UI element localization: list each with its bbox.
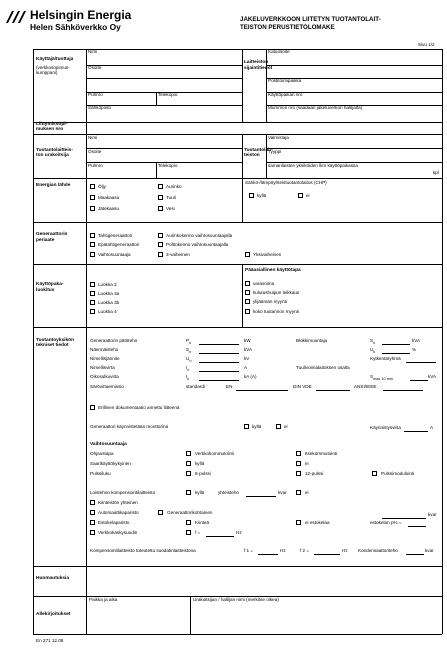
energy-solar-checkbox[interactable] <box>158 184 163 189</box>
gen-fuelcell-label: Polttokenno vaihtosuuntaajalla <box>166 242 229 247</box>
sub-n: n <box>187 367 190 372</box>
symbol-u: U <box>370 347 374 352</box>
form-code: En 271 12.08 <box>36 638 64 643</box>
island-yes-checkbox[interactable] <box>186 461 191 466</box>
gen-inverter-label: Vaihtosuuntaaja <box>98 252 131 257</box>
f1-unit: Hz <box>280 548 286 553</box>
chp-yes-label: kyllä <box>257 193 267 198</box>
gen-sync-label: Tahtigeneraattori <box>98 233 133 238</box>
filter-fixed-label: Kiinteä <box>195 520 210 525</box>
operator-address-field[interactable]: Osoite <box>88 149 102 154</box>
gen-async-checkbox[interactable] <box>90 242 95 247</box>
gen-1phase-label: Yksivaiheinen <box>253 252 282 257</box>
filter-none-label: ei estokelaa <box>305 520 330 525</box>
harmonic-label: Särövirtaemissio <box>90 384 124 389</box>
energy-gas-label: Maakaasu <box>98 195 120 200</box>
tech-row-2-label: Näennäisteho <box>90 347 119 352</box>
comp-label: Loistehon kompensointilaitteisto <box>90 490 156 495</box>
energy-waste-label: Jätekaasu <box>98 206 119 211</box>
notes-field[interactable] <box>87 567 441 595</box>
site-meter-note[interactable]: Mummon nro (saadaan jakeluverkon haltijalta) <box>268 105 363 110</box>
notes-label: Huomautuksia <box>36 576 70 581</box>
energy-waste-checkbox[interactable] <box>90 206 95 211</box>
gen-inverter-checkbox[interactable] <box>90 252 95 257</box>
site-usage-field[interactable]: Käyttöpaikan nro <box>268 92 303 97</box>
operator-name-field[interactable]: Nimi <box>88 135 98 140</box>
class-4-checkbox[interactable] <box>90 309 95 314</box>
energy-gas-checkbox[interactable] <box>90 195 95 200</box>
ripple-f-checkbox[interactable] <box>186 530 191 535</box>
pulse-label: Pulssiluku <box>90 471 111 476</box>
pulse-12-checkbox[interactable] <box>296 471 301 476</box>
f2-label: f 2 = <box>300 548 310 553</box>
standard-label: standardi <box>186 384 205 389</box>
comp-power-unit: kvar <box>278 490 287 495</box>
comp-auto-checkbox[interactable] <box>90 510 95 515</box>
owner-label-1: Käyttäjä/tuottaja <box>36 57 74 62</box>
symbol-i: I <box>186 365 188 370</box>
plant-label-2: teiston <box>244 153 260 158</box>
motor-yes-checkbox[interactable] <box>244 424 249 429</box>
tech-row-2-symbol <box>186 347 191 355</box>
logo-icon <box>5 10 33 24</box>
site-street-field[interactable]: Katuosoite <box>268 49 290 54</box>
filter-fixed-checkbox[interactable] <box>186 520 191 525</box>
f1-label: f 1 = <box>244 548 254 553</box>
gen-solar-inv-checkbox[interactable] <box>158 233 163 238</box>
comp-yes-checkbox[interactable] <box>186 490 191 495</box>
ripple-checkbox[interactable] <box>90 530 95 535</box>
form-title-line2: TEISTON PERUSTIETOLOMAKE <box>240 24 335 31</box>
plant-type-field[interactable]: Tyyppi <box>268 149 282 154</box>
comp-gen-checkbox[interactable] <box>158 510 163 515</box>
converter-heading: Vaihtosuuntaaja <box>90 442 127 447</box>
usage-full-checkbox[interactable] <box>245 309 250 314</box>
sign-place-field[interactable]: Paikka ja aika <box>89 597 118 602</box>
comp-power-label: yhteisteho <box>218 490 239 495</box>
energy-solar-label: Aurinko <box>166 184 182 189</box>
sub-k: k <box>373 349 376 354</box>
f2-unit: Hz <box>342 548 348 553</box>
symbol-u: U <box>186 356 190 361</box>
generator-label-2: periaate <box>36 238 55 243</box>
operator-postal-field[interactable]: Puhnro <box>88 163 103 168</box>
start-current-unit: A <box>430 425 434 430</box>
usage-surplus-checkbox[interactable] <box>245 299 250 304</box>
ripple-label: Verkkokäskysuodin <box>98 530 138 535</box>
owner-name-field[interactable]: Nimi <box>88 49 98 54</box>
contract-label-2: muksen nro <box>36 127 64 132</box>
control-self-label: Itsekommutointi <box>305 451 338 456</box>
usage-peak-label: kulutushuipun leikkaus <box>253 290 300 295</box>
usage-peak-checkbox[interactable] <box>245 290 250 295</box>
brand-logo <box>5 10 33 24</box>
class-3b-checkbox[interactable] <box>90 300 95 305</box>
contract-label-1: Liittymissopi- <box>36 122 68 127</box>
en-label: EN <box>226 384 233 389</box>
comp-auto-label: Automaattikaparisto <box>98 510 139 515</box>
tech-row-1-unit: kW <box>244 338 251 343</box>
filter-label: Estokelaparisto <box>98 520 130 525</box>
sub-n: n <box>373 340 376 345</box>
motor-no-checkbox[interactable] <box>276 424 281 429</box>
plant-label-1: Tuotantolait- <box>244 148 273 153</box>
owner-label-2: (verkkosopimus- <box>36 65 70 70</box>
pulse-6-label: 6-pulssi <box>195 471 211 476</box>
tech-label-2: tekniset tiedot <box>36 343 69 348</box>
sub-n: n <box>189 340 192 345</box>
operator-label-1: Tuotantolaitteis- <box>36 148 73 153</box>
chp-no-label: ei <box>306 193 310 198</box>
comp-gen-unit: kvar <box>428 512 437 517</box>
island-yes-label: kyllä <box>195 461 205 466</box>
capacitor-unit: kvar <box>425 548 434 553</box>
usage-label-2: luokitus <box>36 288 55 293</box>
doc-checkbox[interactable] <box>90 405 95 410</box>
chp-no-checkbox[interactable] <box>298 193 303 198</box>
pulse-pwm-label: Pulssimodulointi <box>381 471 415 476</box>
usage-full-label: koko tuotannon myynti <box>253 309 299 314</box>
tech-row-2-unit: kVA <box>244 347 253 352</box>
vector-group-label: Kytkentäryhmä <box>370 356 401 361</box>
island-no-checkbox[interactable] <box>296 461 301 466</box>
tech-row-5-label: Oikosulkuvirta <box>90 374 119 379</box>
gen-3phase-checkbox[interactable] <box>158 252 163 257</box>
island-no-label: ei <box>305 461 309 466</box>
symbol-s: S <box>370 374 374 379</box>
comp-no-checkbox[interactable] <box>296 490 301 495</box>
energy-label: Energian lähde <box>36 183 71 188</box>
block-s-unit: kVA <box>412 338 421 343</box>
owner-label-3: kumppani) <box>36 70 58 75</box>
usage-label-1: Käyttöpaka- <box>36 282 64 287</box>
usage-surplus-label: ylijäämän myynti <box>253 299 287 304</box>
filter-pct-label: estokelan p% = <box>370 520 402 525</box>
comp-yes-label: kyllä <box>195 490 205 495</box>
din-label: DIN VDE <box>293 384 312 389</box>
operator-phone-field[interactable]: Telekopio <box>158 163 178 168</box>
plant-count-unit: kpl <box>433 170 439 175</box>
energy-water-label: Vesi <box>166 206 175 211</box>
class-3b-label: Luokka 3b <box>98 300 120 305</box>
motor-start-label: Generaattori käynnistetään moottorina <box>90 424 169 429</box>
capacitor-label: Kondensaattoriteho <box>358 548 398 553</box>
plant-manufacturer-field[interactable]: Valmistaja <box>268 135 289 140</box>
energy-oil-checkbox[interactable] <box>90 184 95 189</box>
comp-fixed-label: Kiinteistön yhteinen <box>98 500 138 505</box>
site-label-2: sijaintitiedot <box>244 66 273 71</box>
class-4-label: Luokka 4 <box>98 309 117 314</box>
usage-backup-checkbox[interactable] <box>245 281 250 286</box>
block-s-symbol <box>370 338 375 346</box>
tech-row-1-symbol <box>186 338 191 346</box>
sign-label: Allekirjoitukset <box>36 612 71 617</box>
sub-n: n <box>189 358 192 363</box>
doc-label: Erillinen dokumentaatio annettu liitteenä <box>98 405 180 410</box>
page-number: Sivu 1/2 <box>418 42 435 47</box>
control-grid-label: Verkkokommutointi <box>195 451 234 456</box>
form-title-line1: JAKELUVERKKOON LIITETYN TUOTANTOLAIT- <box>240 16 381 23</box>
class-2-label: Luokka 2 <box>98 282 117 287</box>
wind-s-symbol <box>370 374 393 382</box>
symbol-i: I <box>186 374 188 379</box>
class-3a-checkbox[interactable] <box>90 291 95 296</box>
motor-no-label: ei <box>284 424 288 429</box>
sub-n: n <box>189 349 192 354</box>
ripple-f-label: f = <box>195 530 201 535</box>
tech-row-5-unit: kA (A) <box>244 374 257 379</box>
pulse-6-checkbox[interactable] <box>186 471 191 476</box>
plant-count-label: samanlaisten yksiköiden lkm käyttöpaikassa <box>268 163 358 168</box>
symbol-p: P <box>186 338 190 343</box>
tech-row-3-label: Nimellisjännite <box>90 356 120 361</box>
tech-row-4-unit: A <box>244 365 248 370</box>
energy-oil-label: Öljy <box>98 184 106 189</box>
class-2-checkbox[interactable] <box>90 282 95 287</box>
gen-sync-checkbox[interactable] <box>90 233 95 238</box>
control-grid-checkbox[interactable] <box>186 451 191 456</box>
block-transformer-label: Blokkimuuntaja <box>296 338 328 343</box>
brand-subtitle: Helen Sähköverkko Oy <box>30 22 121 32</box>
energy-wind-label: Tuuli <box>166 195 176 200</box>
comp-no-label: ei <box>305 490 309 495</box>
pulse-pwm-checkbox[interactable] <box>372 471 377 476</box>
owner-email-field[interactable]: Sähköposti <box>88 105 111 110</box>
filter-none-checkbox[interactable] <box>296 520 301 525</box>
sign-signer-field[interactable]: Urakoitsijan / hallijan nimi (merkitse oikea) <box>193 597 279 602</box>
tech-row-5-symbol <box>186 374 189 382</box>
island-label: Saarikäyttökykyinen <box>90 461 131 466</box>
tuned-label: Kompensointilaitteisto toteutettu suodatinlaitteistona <box>90 548 196 553</box>
owner-phone-field[interactable]: Telekopio <box>158 92 178 97</box>
pulse-12-label: 12-pulssi <box>305 471 324 476</box>
filter-checkbox[interactable] <box>90 520 95 525</box>
sub-max: max 10 min <box>373 376 393 381</box>
generator-label-1: Generaattorin <box>36 232 68 237</box>
motor-yes-label: kyllä <box>252 424 262 429</box>
class-3a-label: Luokka 3a <box>98 291 120 296</box>
owner-postal-field[interactable]: Puhnro <box>88 92 103 97</box>
start-current-label: Käynnistysvirta <box>370 425 401 430</box>
energy-water-checkbox[interactable] <box>158 206 163 211</box>
gen-solar-inv-label: Aurinkokenno vaihtosuuntaajalla <box>166 233 233 238</box>
operator-label-2: ton urakoitsija <box>36 153 69 158</box>
brand-name: Helsingin Energia <box>30 8 132 22</box>
tech-label-1: Tuotantoyksikön <box>36 338 75 343</box>
tech-row-4-symbol <box>186 365 189 373</box>
tech-row-4-label: Nimellisvirta <box>90 365 115 370</box>
energy-wind-checkbox[interactable] <box>158 195 163 200</box>
block-u-symbol <box>370 347 375 355</box>
owner-address-field[interactable]: Osoite <box>88 65 102 70</box>
comp-fixed-checkbox[interactable] <box>90 500 95 505</box>
site-label-1: Laitteiston <box>244 60 269 65</box>
site-city-field[interactable]: Postitoimipaikka <box>268 78 302 83</box>
tech-row-1-label: Generaattorin pätöteho <box>90 338 138 343</box>
comp-gen-label: Generaattorikohtainen <box>167 510 213 515</box>
symbol-s: S <box>186 347 190 352</box>
wind-s-unit: kVA <box>428 374 437 379</box>
block-u-unit: % <box>412 347 417 352</box>
main-usage-label: Pääasiallinen käyttötapa <box>245 268 301 273</box>
gen-fuelcell-checkbox[interactable] <box>158 242 163 247</box>
tech-row-3-symbol <box>186 356 191 364</box>
ripple-f-unit: Hz <box>236 530 242 535</box>
symbol-s: S <box>370 338 374 343</box>
usage-backup-label: varavoima <box>253 281 275 286</box>
sub-k: k <box>187 376 190 381</box>
chp-label: Sähkö-/lämpöyhteistuotantolaitos (CHP) <box>245 180 327 185</box>
wind-label: Tuulivoimalaitoksen osalta <box>296 365 350 370</box>
chp-yes-checkbox[interactable] <box>249 193 254 198</box>
ansi-label: ANSI/IEEE <box>354 384 377 389</box>
gen-3phase-label: 3-vaiheinen <box>166 252 190 257</box>
control-self-checkbox[interactable] <box>296 451 301 456</box>
control-label: Ohjaustapa <box>90 451 114 456</box>
gen-1phase-checkbox[interactable] <box>245 252 250 257</box>
gen-async-label: Epätahtigeneraattori <box>98 242 140 247</box>
tech-row-3-unit: kV <box>244 356 250 361</box>
